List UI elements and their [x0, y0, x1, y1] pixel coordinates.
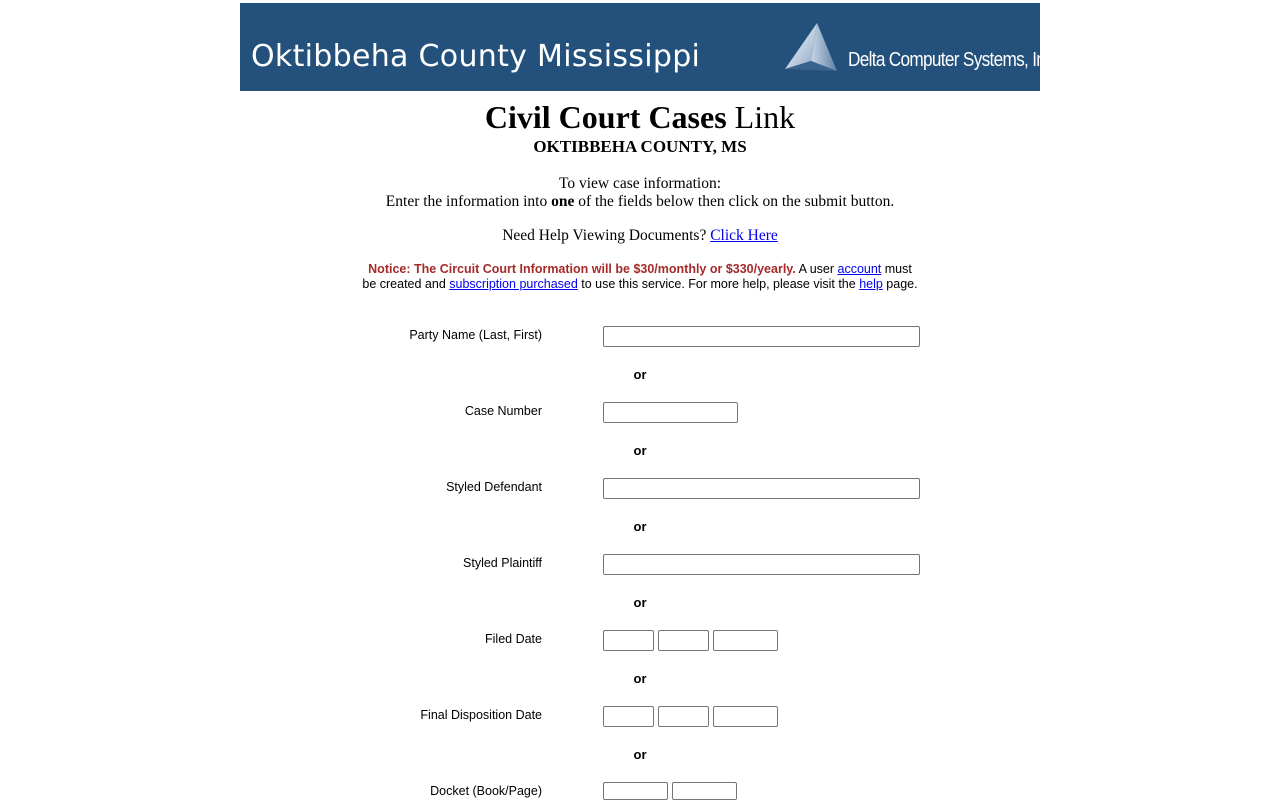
filed-date-label: Filed Date [485, 632, 542, 646]
help-line [0, 227, 1280, 245]
notice-text-2: must be created and [362, 262, 912, 291]
county-subtitle: OKTIBBEHA COUNTY, MS [533, 137, 747, 156]
docket-label: Docket (Book/Page) [430, 784, 542, 798]
instructions-line2-start: Enter the information into [385, 193, 552, 210]
page-title-normal: Link [734, 99, 796, 135]
subscription-notice [362, 262, 918, 292]
party-name-label: Party Name (Last, First) [409, 328, 542, 342]
county-title: Oktibbeha County Mississippi [251, 39, 701, 74]
or-separator: or [633, 367, 647, 382]
help-link[interactable]: help [859, 277, 883, 291]
instructions-emphasis: one [551, 193, 575, 210]
final-disposition-year-input[interactable] [713, 706, 778, 727]
notice-strong: Notice: The Circuit Court Information will be $30/monthly or $330/yearly. [368, 262, 796, 276]
notice-text-4: page. [882, 277, 918, 291]
instructions-line1: To view case information: [558, 175, 722, 192]
page-title-bold: Civil Court Cases [484, 99, 727, 135]
click-here-link[interactable]: Click Here [710, 227, 778, 244]
or-separator: or [633, 595, 647, 610]
party-name-input[interactable] [603, 326, 920, 347]
or-separator: or [633, 443, 647, 458]
styled-defendant-input[interactable] [603, 478, 920, 499]
subscription-link[interactable]: subscription purchased [449, 277, 578, 291]
page-title [0, 99, 1280, 136]
notice-text-3: to use this service. For more help, please visit the [577, 277, 860, 291]
or-separator: or [633, 671, 647, 686]
styled-plaintiff-input[interactable] [603, 554, 920, 575]
styled-defendant-label: Styled Defendant [446, 480, 542, 494]
docket-book-input[interactable] [603, 782, 668, 800]
final-disposition-date-label: Final Disposition Date [420, 708, 542, 722]
or-separator: or [633, 747, 647, 762]
styled-plaintiff-label: Styled Plaintiff [463, 556, 542, 570]
instructions-line2-end: of the fields below then click on the submit button. [574, 193, 895, 210]
final-disposition-day-input[interactable] [658, 706, 709, 727]
filed-date-day-input[interactable] [658, 630, 709, 651]
case-number-label: Case Number [464, 404, 542, 418]
instructions [0, 175, 1280, 211]
case-number-input[interactable] [603, 402, 738, 423]
notice-text-1: A user [795, 262, 838, 276]
filed-date-month-input[interactable] [603, 630, 654, 651]
account-link[interactable]: account [837, 262, 882, 276]
instructions-line2 [0, 193, 1280, 211]
filed-date-year-input[interactable] [713, 630, 778, 651]
delta-logo-icon [783, 21, 839, 73]
header-banner [240, 3, 1058, 91]
or-separator: or [633, 519, 647, 534]
help-text: Need Help Viewing Documents? [502, 227, 707, 244]
company-name: Delta Computer Systems, Inc. [848, 49, 1058, 71]
docket-page-input[interactable] [672, 782, 737, 800]
final-disposition-month-input[interactable] [603, 706, 654, 727]
